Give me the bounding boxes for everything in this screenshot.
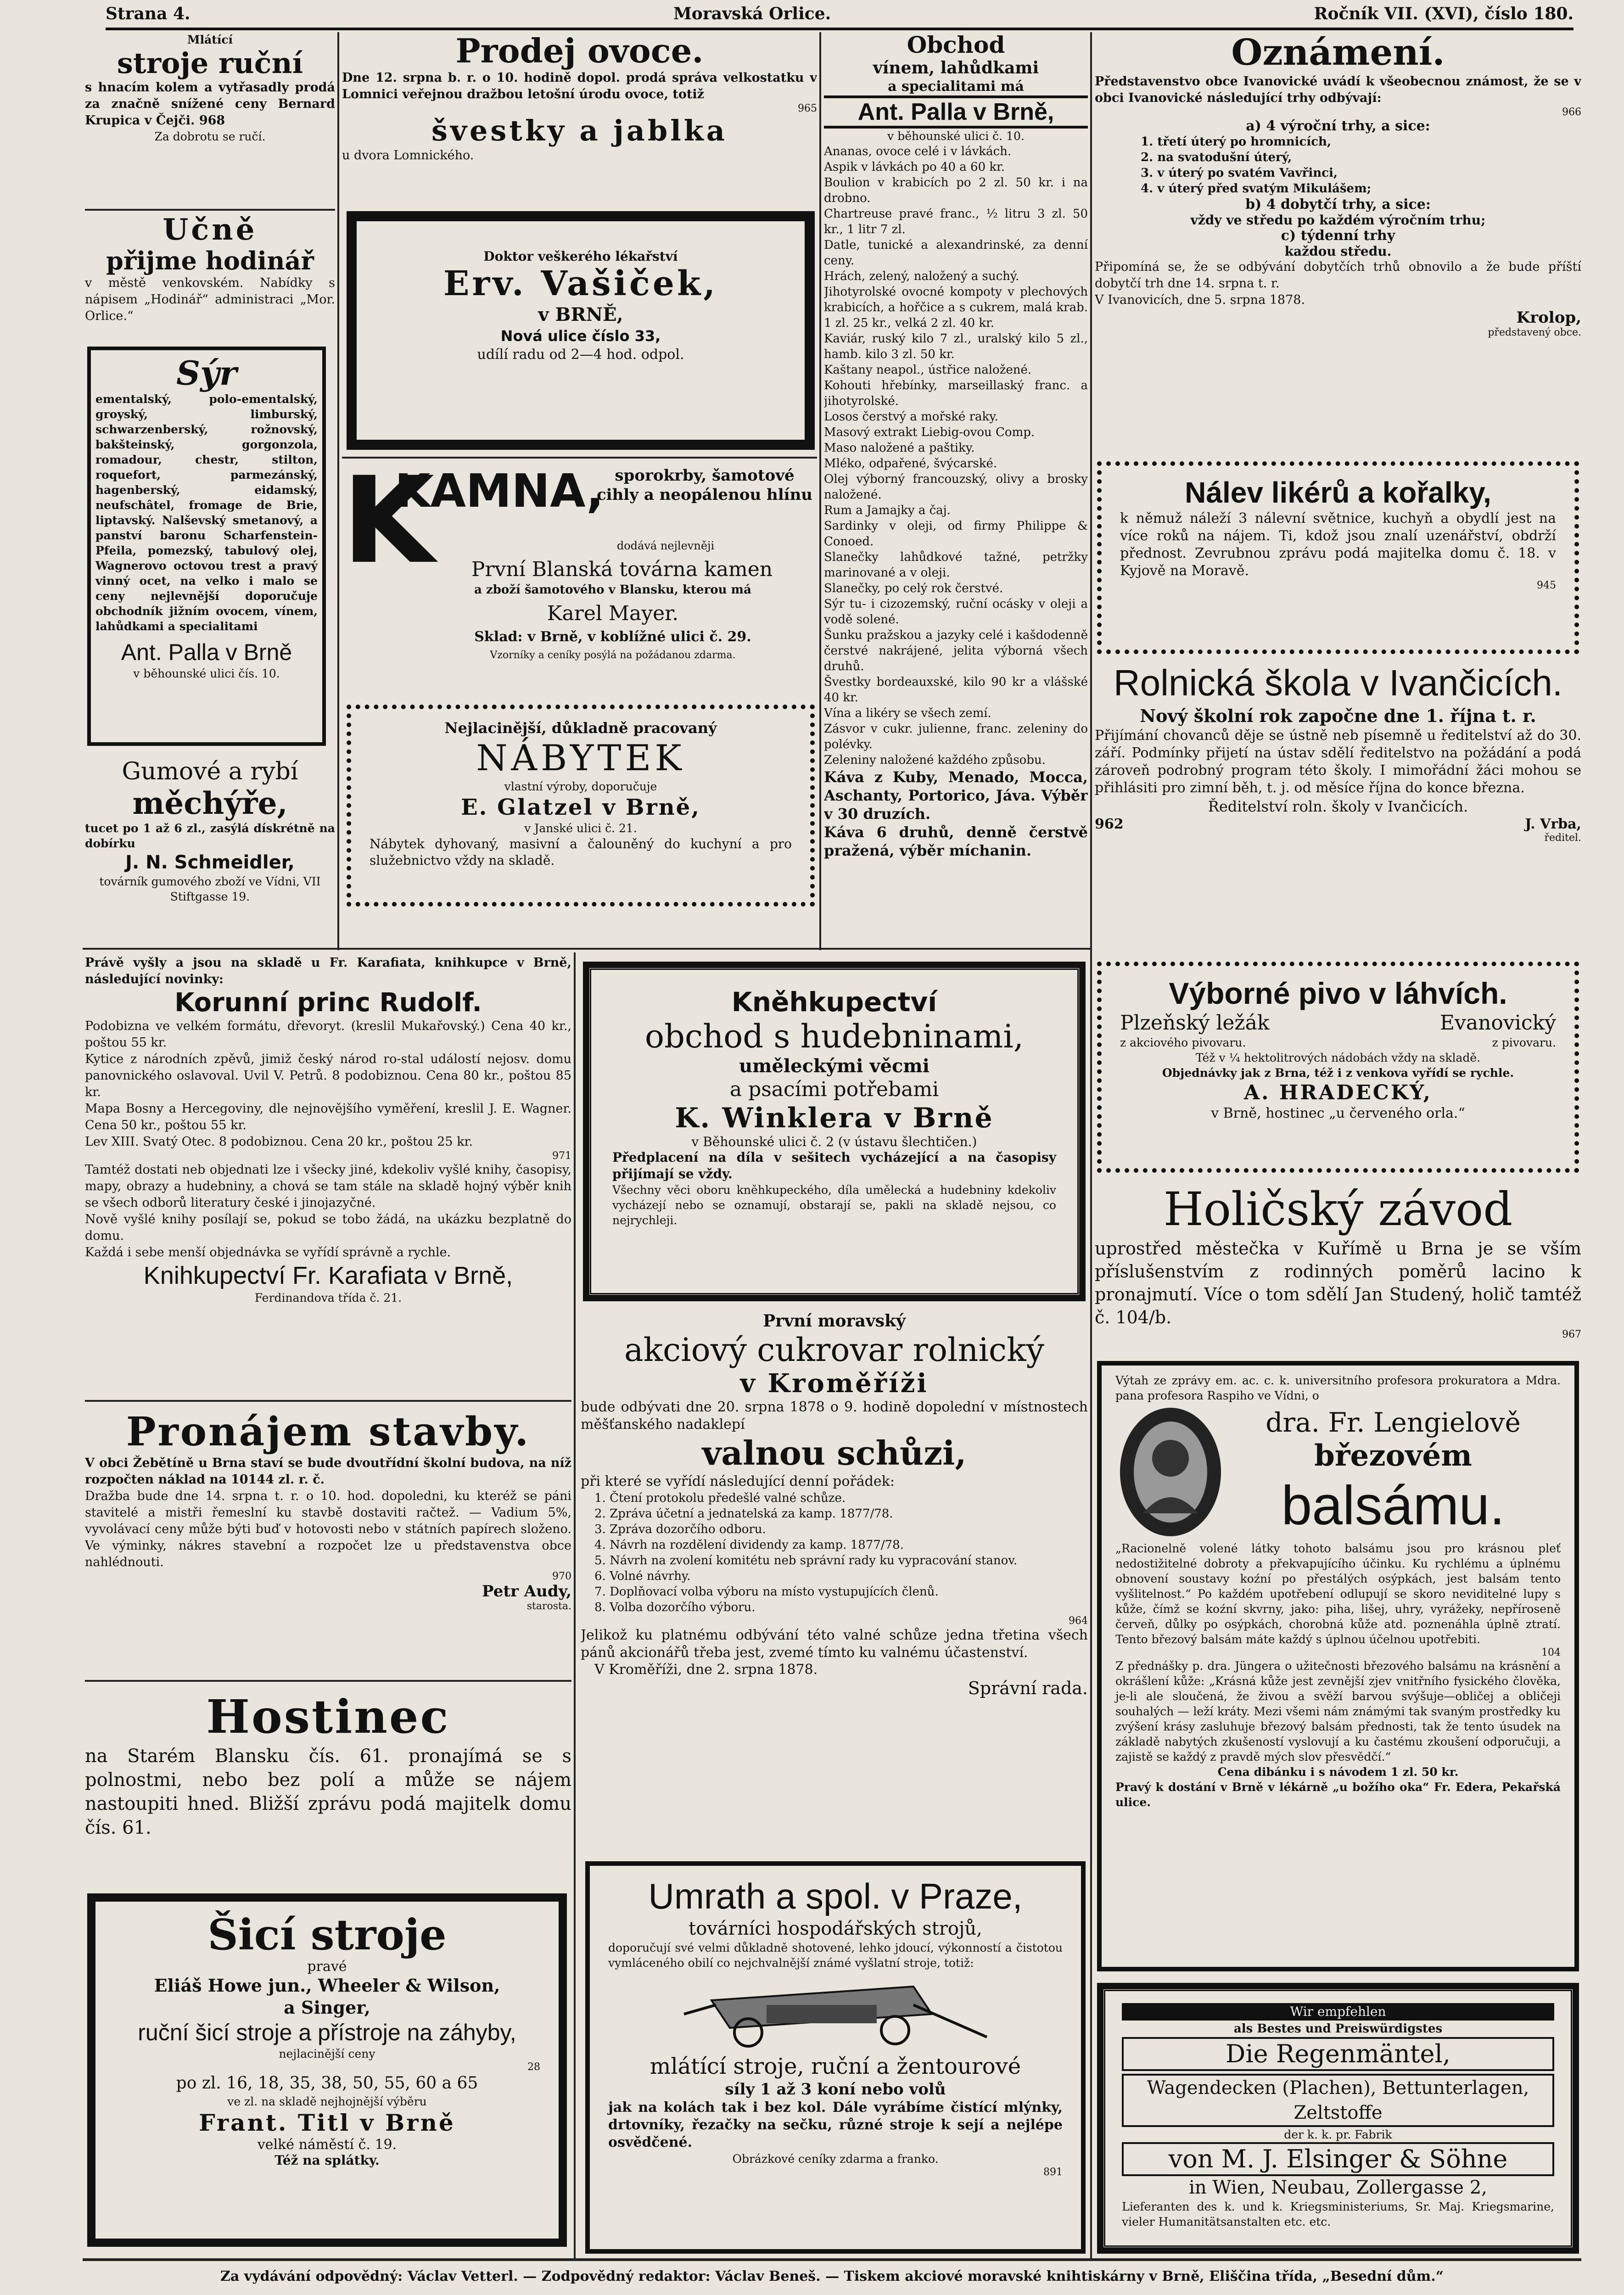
ad-divider bbox=[342, 457, 817, 459]
ad-beer-2-source: z pivovaru. bbox=[1492, 1036, 1556, 1049]
ad-body-2: Dražba bude dne 14. srpna t. r. o 10. hod. dopoledni, ku kteréž se páni stavitelé a mistři řemeslní ku stavbě dostaviti račtež. — Vadium 5%, vyvolávací ceny může býti buď v hotovosti nebo v státních papírech složeno. Ve výminky, nákres stavební a rozpočet lze u představenstva obce nahlédnouti. bbox=[85, 1489, 571, 1569]
ad-item-7: Každá i sebe menší objednávka se vyřídí správně a rychle. bbox=[85, 1245, 451, 1259]
agenda-item: 5. Návrh na zvolení komitétu neb správní rady ku vypracování stanov. bbox=[594, 1554, 1018, 1567]
ad-body: V obci Žebětíně u Brna staví se bude dvoutřídní školní budova, na níž rozpočten náklad na 10144 zl. r. č. bbox=[85, 1456, 571, 1487]
ad-kava: Káva z Kuby, Menado, Mocca, Aschanty, Portorico, Jáva. Výběr v 30 druzích. bbox=[824, 768, 1088, 823]
ad-item-4: Lev XIII. Svatý Otec. 8 podobiznou. Cena 20 kr., poštou 25 kr. bbox=[85, 1135, 473, 1149]
ad-title: Gumové a rybí bbox=[122, 758, 298, 785]
ad-top: Nejlacinější, důkladně pracovaný bbox=[444, 719, 717, 737]
ad-divider bbox=[85, 1400, 571, 1402]
agenda-item: 8. Volba dozorčího výboru. bbox=[594, 1601, 756, 1614]
footer-rule bbox=[83, 2258, 1581, 2261]
ad-title: Obchod bbox=[907, 32, 1005, 58]
ad-body: Představenstvo obce Ivanovické uvádí k všeobecnou známost, že se v obci Ivanovické následující trhy odbývají: bbox=[1095, 74, 1581, 105]
ad-name: Ant. Palla v Brně, bbox=[824, 95, 1088, 129]
goods-list-item: Hrách, zelený, naložený a suchý. bbox=[824, 269, 1019, 283]
ad-title: Výborné pivo v láhvích. bbox=[1169, 976, 1507, 1010]
ad-line-2: akciový cukrovar rolnický bbox=[624, 1331, 1045, 1369]
ad-item-1: Podobizna ve velkém formátu, dřevoryt. (kreslil Mukařovský.) Cena 40 kr., poštou 55 kr. bbox=[85, 1019, 571, 1050]
ad-line-1: První moravský bbox=[763, 1311, 906, 1331]
ad-line: vlastní výroby, doporučuje bbox=[504, 780, 657, 793]
ad-item-6: Nově vyšlé knihy posílají se, pokud se tobo žádá, na ukázku bezplatně do domu. bbox=[85, 1212, 571, 1243]
ad-addr: v Janské ulici č. 21. bbox=[524, 822, 637, 835]
ad-title: Učně bbox=[162, 213, 258, 247]
ad-title-3: a specialitami má bbox=[888, 78, 1024, 95]
ad-line-3: Též v ¼ hektolitrových nádobách vždy na skladě. bbox=[1195, 1051, 1481, 1064]
goods-list-item: Kohouti hřebínky, marseillaský franc. a jihotyrolské. bbox=[824, 379, 1088, 408]
page-header bbox=[106, 0, 1574, 30]
ad-body: tucet po 1 až 6 zl., zasýlá dískrétně na dobírku bbox=[85, 822, 335, 850]
ad-beer-2: Evanovický bbox=[1439, 1011, 1556, 1035]
ad-addr: v běhounské ulici č. 10. bbox=[887, 129, 1025, 143]
ad-title: stroje ruční bbox=[117, 46, 303, 80]
agenda-item: 6. Volné návrhy. bbox=[594, 1569, 691, 1583]
ad-foot: Vzorníky a ceníky posýlá na požádanou zdarma. bbox=[490, 649, 736, 661]
ad-line-2: Wagendecken (Plachen), Bettunterlagen, Zeltstoffe bbox=[1122, 2074, 1554, 2127]
goods-list-item: Rum a Jamajky a čaj. bbox=[824, 504, 951, 517]
ad-line-4: bude odbývati dne 20. srpna 1878 o 9. hodině dopolední v místnostech měšťanského nadaklepí bbox=[581, 1399, 1088, 1433]
ad-intro: Právě vyšly a jsou na skladě u Fr. Karafiata, knihkupce v Brně, následující novinky: bbox=[85, 956, 571, 986]
ad-name: E. Glatzel v Brně, bbox=[461, 795, 700, 820]
ad-line: Doktor veškerého lékařství bbox=[483, 249, 678, 264]
ad-name: J. N. Schmeidler, bbox=[125, 852, 295, 873]
ad-name: Ant. Palla v Brně bbox=[121, 639, 292, 665]
ad-beer-1-source: z akciového pivovaru. bbox=[1120, 1036, 1246, 1049]
ad-body: na Starém Blansku čís. 61. pronajímá se s polnostmi, nebo bez polí a může se nájem nastoupiti hned. Bližší zprávu podá majitelk domu čís. 61. bbox=[85, 1746, 571, 1838]
ad-line-3: a Singer, bbox=[284, 1997, 370, 2018]
ad-mlatici-stroje bbox=[85, 32, 335, 207]
ad-foot: u dvora Lomnického. bbox=[342, 148, 474, 162]
ad-date: V Ivanovicích, dne 5. srpna 1878. bbox=[1095, 293, 1305, 307]
goods-list-item: Slanečky lahůdkové tažné, petržky marinované a v oleji. bbox=[824, 550, 1088, 580]
ad-lekar bbox=[347, 211, 815, 450]
ad-addr: v Běhounské ulici č. 2 (v ústavu šlechtičen.) bbox=[691, 1134, 977, 1149]
ad-body-2: Připomíná se, že se odbývání dobytčích trhů obnovilo a že bude příští dobytčí trh dne 14. srpna t. r. bbox=[1095, 260, 1581, 291]
ad-body: Jelikož ku platnému odbývání této valné schůze jedna třetina všech pánů akcionářů třeba jest, zvemé tímto ku valnému účastenství. bbox=[581, 1627, 1088, 1661]
ad-line-6: Obrázkové ceníky zdarma a franko. bbox=[732, 2152, 939, 2166]
goods-list-item: Vína a likéry se všech zemí. bbox=[824, 706, 991, 720]
ad-item-2: Kytice z národních zpěvů, jimiž český národ ro-stal událostí nejosv. domu panovnického oslavoval. Uvil V. Petrů. 8 podobiznou. Cena 80 kr., poštou 85 kr. bbox=[85, 1052, 571, 1099]
ad-body: Dne 12. srpna b. r. o 10. hodině dopol. prodá správa velkostatku v Lomnici veřejnou dražbou letošní úrodu ovoce, totiž bbox=[342, 71, 817, 101]
ad-title: Rolnická škola v Ivančicích. bbox=[1113, 662, 1563, 703]
ad-prodej-ovoce bbox=[342, 32, 817, 197]
ad-signature: Ředitelství roln. školy v Ivančicích. bbox=[1208, 798, 1468, 815]
ad-line-1: obchod s hudebninami, bbox=[644, 1018, 1024, 1055]
ad-foot: Též na splátky. bbox=[274, 2153, 380, 2168]
ad-line-6: po zl. 16, 18, 35, 38, 50, 55, 60 a 65 bbox=[176, 2074, 478, 2093]
ad-line-3: v Kroměříži bbox=[740, 1368, 929, 1399]
ad-line-3: a psacími potřebami bbox=[729, 1078, 939, 1101]
ad-ref: 28 bbox=[527, 2061, 540, 2073]
threshing-machine-illustration bbox=[608, 1970, 1063, 2053]
ad-line-7: ve zl. na skladě nejhojnější výběru bbox=[227, 2095, 427, 2108]
ad-title-2: vínem, lahůdkami bbox=[873, 58, 1039, 78]
ad-line-3: mlátící stroje, ruční a žentourové bbox=[650, 2054, 1021, 2079]
ad-title: Sýr bbox=[176, 353, 237, 392]
ad-title: Korunní princ Rudolf. bbox=[174, 988, 482, 1018]
ad-signature-role: starosta. bbox=[526, 1601, 571, 1612]
ad-section-b2: vždy ve středu po každém výročním trhu; bbox=[1190, 213, 1486, 228]
ad-line-5: nejlacinější ceny bbox=[279, 2047, 375, 2060]
ad-line: Nový školní rok započne dne 1. října t. r. bbox=[1140, 705, 1536, 726]
ad-foot: Lieferanten des k. und k. Kriegsministeriums, Sr. Maj. Kriegsmarine, vieler Humanitätsanstalten etc. etc. bbox=[1122, 2200, 1554, 2228]
goods-list-item: Ananas, ovoce celé i v lávkách. bbox=[824, 145, 1012, 158]
ad-palla-obchod bbox=[824, 32, 1088, 946]
goods-list-item: Zásvor v cukr. julienne, franc. zeleniny do polévky. bbox=[824, 722, 1088, 751]
ad-section-c: c) týdenní trhy bbox=[1281, 228, 1395, 244]
ad-oznameni bbox=[1095, 32, 1581, 457]
goods-list-item: Masový extrakt Liebig-ovou Comp. bbox=[824, 425, 1035, 439]
ad-addr: v běhounské ulici čís. 10. bbox=[133, 667, 280, 680]
goods-list-item: Jihotyrolské ovocné kompoty v plechových krabicích, a hořčice a s cukrem, malá krab. 1 zl. 25 kr., velká 2 zl. 40 kr. bbox=[824, 285, 1088, 330]
ad-divider bbox=[85, 1680, 571, 1682]
ad-line-2: uměleckými věcmi bbox=[739, 1055, 930, 1077]
ad-name: A. HRADECKÝ, bbox=[1244, 1081, 1432, 1104]
ad-ucne bbox=[85, 213, 335, 342]
goods-list-item: Datle, tunické a alexandrinské, za denní ceny. bbox=[824, 238, 1088, 268]
ad-highlight: švestky a jablka bbox=[431, 114, 728, 147]
ad-line-1: továrníci hospodářských strojů, bbox=[689, 1918, 982, 1939]
ad-signature: Petr Audy, bbox=[482, 1582, 571, 1601]
ad-addr: Nová ulice číslo 33, bbox=[500, 327, 661, 345]
ad-top: Wir empfehlen bbox=[1122, 2003, 1554, 2021]
ad-title: Holičský závod bbox=[1163, 1182, 1513, 1236]
ad-line-4: Předplacení na díla v sešitech vycházející a na časopisy přijímají se vždy. bbox=[612, 1150, 1056, 1181]
ad-line-4: a zboží šamotového v Blansku, kterou má bbox=[474, 583, 751, 597]
goods-list-item: Slanečky, po celý rok čerstvé. bbox=[824, 582, 1003, 595]
ad-ref: 962 bbox=[1095, 816, 1124, 832]
ad-ref: 891 bbox=[1043, 2166, 1063, 2178]
column-rule bbox=[1090, 32, 1092, 2258]
ad-pronajem bbox=[85, 1409, 571, 1675]
ad-title: balsámu. bbox=[1281, 1475, 1505, 1536]
ad-rolnicka-skola bbox=[1095, 661, 1581, 955]
ad-ref: 966 bbox=[1562, 106, 1581, 118]
ad-body: Všechny věci oboru kněhkupeckého, díla umělecká a hudebniny kdekoliv vycházejí nebo se oznamují, obstarají se, pakli na skladě nejsou, co nejrychleji. bbox=[612, 1183, 1056, 1227]
ad-signature: Krolop, bbox=[1516, 308, 1581, 327]
goods-list-item: Boulion v krabicích po 2 zl. 50 kr. i na drobno. bbox=[824, 176, 1088, 205]
ad-title-2: měchýře, bbox=[132, 785, 288, 821]
ad-section-a: a) 4 výroční trhy, a sice: bbox=[1246, 118, 1430, 134]
ad-holic bbox=[1095, 1182, 1581, 1356]
ad-line-4: síly 1 až 3 koní nebo volů bbox=[725, 2080, 946, 2099]
ad-addr: v Brně, hostinec „u červeného orla.“ bbox=[1211, 1105, 1465, 1121]
ad-line-2: Eliáš Howe jun., Wheeler & Wilson, bbox=[154, 1975, 500, 1996]
goods-list-item: Chartreuse pravé franc., ½ litru 3 zl. 50 kr., 1 litr 7 zl. bbox=[824, 207, 1088, 236]
ad-syr bbox=[87, 347, 326, 746]
ad-kava-2: Káva 6 druhů, denně čerstvě pražená, výběr míchanin. bbox=[824, 823, 1088, 859]
ad-addr: velké náměstí č. 19. bbox=[257, 2137, 397, 2153]
ad-ref: 104 bbox=[1541, 1647, 1561, 1658]
ad-ref: 967 bbox=[1562, 1329, 1581, 1340]
ad-line-2: doporučují své velmi důkladně shotovené, lehko jdoucí, výkonností a čistotou vymláceného obilí co nejchvalnější známé vyšlatní stroje, totiž: bbox=[608, 1941, 1063, 1970]
column-rule bbox=[337, 32, 339, 950]
ad-line-4: Objednávky jak z Brna, též i z venkova vyřídí se rychle. bbox=[1162, 1066, 1514, 1080]
ad-signature-role: představený obce. bbox=[1488, 327, 1581, 338]
ad-price: Cena dibánku i s návodem 1 zl. 50 kr. bbox=[1217, 1765, 1459, 1779]
ad-title: Prodej ovoce. bbox=[455, 32, 704, 70]
ad-title: Hostinec bbox=[206, 1690, 450, 1744]
ad-line-1: sporokrby, šamotové cihly a neopálenou hlínu bbox=[596, 466, 813, 504]
ad-director: J. Vrba, bbox=[1525, 816, 1581, 832]
goods-list-item: Sardinky v oleji, od firmy Philippe & Conoed. bbox=[824, 519, 1088, 549]
agenda-item: 7. Doplňovací volba výboru na místo vystupujících členů. bbox=[594, 1585, 939, 1599]
ad-title: Nálev likérů a kořalky, bbox=[1185, 476, 1491, 509]
ad-foot: Za dobrotu se ručí. bbox=[154, 130, 266, 143]
ad-balsam bbox=[1097, 1361, 1579, 1971]
page-footer: Za vydávání odpovědný: Václav Vetterl. — Zodpovědný redaktor: Václav Beneš. — Tiskem akciové moravské knihtiskárny v Brně, Eliščina třída, „Besední dům.“ bbox=[220, 2268, 1444, 2284]
ad-ref: 971 bbox=[552, 1150, 571, 1162]
ad-top-2: als Bestes und Preiswürdigstes bbox=[1233, 2022, 1443, 2036]
agenda-item: 4. Návrh na rozdělení dividendy za kamp. 1877/78. bbox=[594, 1538, 904, 1552]
ad-nalev bbox=[1097, 461, 1579, 654]
goods-list-item: Losos čerstvý a mořské raky. bbox=[824, 410, 998, 424]
agenda-item: 3. Zpráva dozorčího odboru. bbox=[594, 1523, 766, 1536]
ad-line-5: při které se vyřídí následující denní pořádek: bbox=[581, 1473, 895, 1489]
ad-body: Přijímání chovanců děje se ústně neb písemně u ředitelství až do 30. září. Podmínky přijetí na ústav sdělí ředitelstvo na požádání a podá zároveň podrobný program této školy. I mimořádní žáci mohou se přihlásiti pro zimní běh, t. j. od měsíce října do konce března. bbox=[1095, 728, 1581, 796]
ad-date: V Kroměříži, dne 2. srpna 1878. bbox=[594, 1662, 818, 1678]
ad-initial: K bbox=[342, 461, 435, 590]
ad-city: v BRNĚ, bbox=[538, 304, 623, 325]
ad-divider bbox=[85, 209, 335, 211]
ad-pivo bbox=[1097, 962, 1579, 1173]
ad-addr: továrník gumového zboží ve Vídni, VII Stiftgasse 19. bbox=[99, 875, 321, 903]
ad-item-5: Tamtéž dostati neb objednati lze i všecky jiné, kdekoliv vyšlé knihy, časopisy, mapy, obrazy a hudebniny, a chová se tam stále na skladě hojný výběr knih se všech odborů literatury české i jinojazyčné. bbox=[85, 1163, 571, 1210]
market-list bbox=[1095, 134, 1581, 196]
ad-title: Pronájem stavby. bbox=[126, 1409, 531, 1455]
ad-line-5: jak na kolách tak i bez kol. Dále vyrábíme čistící mlýnky, drtovníky, řezačky na sečku, různé stroje k sejí a nejlépe osvědčené. bbox=[608, 2099, 1063, 2150]
column-rule bbox=[819, 32, 821, 950]
ad-title: valnou schůzi, bbox=[702, 1433, 967, 1472]
goods-list-item: Maso naložené a paštiky. bbox=[824, 441, 975, 455]
ad-line-2: březovém bbox=[1314, 1439, 1472, 1473]
ad-line-1: pravé bbox=[307, 1959, 347, 1975]
column-rule bbox=[574, 952, 576, 2258]
agenda-list bbox=[581, 1490, 1088, 1615]
newspaper-title: Moravská Orlice. bbox=[673, 4, 831, 23]
ad-section-c2: každou středu. bbox=[1284, 244, 1392, 259]
ad-karafiat bbox=[85, 955, 571, 1395]
ad-body: uprostřed městečka v Kuřímě u Brna je se vším příslušenstvím z rodinných poměrů lacino k pronajmutí. Více o tom sdělí Jan Studený, holič tamtéž č. 104/b. bbox=[1095, 1238, 1581, 1327]
goods-list-item: Zeleniny naložené každého způsobu. bbox=[824, 753, 1046, 767]
agenda-item: 1. Čtení protokolu předešlé valné schůze. bbox=[594, 1491, 846, 1505]
market-list-item: 3. v úterý po svatém Vavřinci, bbox=[1141, 166, 1338, 180]
page-number: Strana 4. bbox=[106, 4, 190, 23]
ad-body: k němuž náleží 3 nálevní světnice, kuchyň a obydlí jest na více roků na nájem. Ti, kdož jsou znalí uzenářství, obdrží přednost. Zevrubnou zprávu podá majitelka domu č. 18. v Kyjově na Moravě. bbox=[1120, 510, 1556, 579]
ad-title: Kněhkupectví bbox=[731, 986, 937, 1018]
ad-top: Výtah ze zprávy em. ac. c. k. universitního profesora prokuratora a Mdra. pana profesora Raspiho ve Vídni, o bbox=[1115, 1374, 1561, 1402]
ad-addr: in Wien, Neubau, Zollergasse 2, bbox=[1189, 2177, 1487, 2198]
goods-list-item: Mléko, odpařené, švýcarské. bbox=[824, 457, 997, 470]
ad-hostinec bbox=[85, 1689, 571, 1882]
goods-list bbox=[824, 144, 1088, 768]
section-rule bbox=[83, 948, 1090, 950]
ad-line-3: der k. k. pr. Fabrik bbox=[1284, 2128, 1392, 2141]
ad-ref: 970 bbox=[552, 1571, 571, 1582]
ad-line-2: dodává nejlevněji bbox=[616, 539, 715, 552]
ad-body: „Racionelně volené látky tohoto balsámu jsou pro krásnou pleť nedostižitelné dobroty a překvapujícího účinku. Ku rychlému a úplnému obnovení soustavy koźní po přestálých osýpkách, jest balsám tento vyšlitelnost.“ Po každém upotřebení odlupují se skoro neviditelné lupy s kůže, čímž se koźní skvrny, jako: piha, lišej, uhry, vyrážeky, nepříroseně červeň, důlky po osýpkách, chorobná kůže atd. poznenáhla úplně ztratí. Tento březový balsám máte každý s úplnou účelnou upotřebiti. bbox=[1115, 1542, 1561, 1646]
ad-name: von M. J. Elsinger & Söhne bbox=[1122, 2142, 1554, 2176]
ad-line-1: Die Regenmäntel, bbox=[1122, 2037, 1554, 2071]
machine-icon bbox=[675, 1973, 996, 2051]
market-list-item: 2. na svatodušní úterý, bbox=[1141, 151, 1292, 164]
ad-name: Erv. Vašiček, bbox=[443, 264, 718, 303]
ad-mechyre bbox=[85, 757, 335, 946]
portrait-icon bbox=[1115, 1403, 1226, 1541]
ad-kicker: Mlátící bbox=[187, 33, 233, 46]
ad-body: ementalský, polo-ementalský, groyský, limburský, schwarzenberský, rožnovský, bakšteinský, gorgonzola, romadour, chestr, stilton, roquefort, parmezánský, hagenberský, eidamský, neufschâtel, fromage de Brie, liptavský. Nalševský smetanový, a panství baronu Scharfenstein-Pfeila, pomezský, tabulový olej, Wagnerovo octovou trest a pravý vinný ocet, na velko i malo se ceny nejlevnější doporučuje obchodník jižním ovocem, vínem, lahůdkami a specialitami bbox=[95, 392, 318, 633]
ad-umrath bbox=[585, 1861, 1086, 2254]
ad-nabytek bbox=[347, 705, 815, 907]
ad-title: Oznámení. bbox=[1231, 32, 1445, 73]
ad-name: Karel Mayer. bbox=[547, 602, 679, 625]
ad-body-2: Z přednášky p. dra. Jüngera o užitečnosti březového balsámu na krásnění a okrášlení kůže: „Krásná kůže jest zevnější zjev vnitřního fysického člověka, je-li ale sloučená, že živou a svěží barvou svýšuje—obličej a obličeji souhalých — leží kráty. Mezi všemi nám známými tak svaným prostředky ku zvýšení krásy zasluhuje březový balsám přednosti, tak že tento úsudek na základě nabytých zkušeností vyslovují a ku častému zkoušení odporučuji, a zajistě se každý z pravdě mých slov přesvědčí.“ bbox=[1115, 1659, 1561, 1763]
goods-list-item: Olej výborný francouzský, olivy a brosky naložené. bbox=[824, 472, 1088, 502]
ad-title: NÁBYTEK bbox=[476, 738, 685, 779]
ad-ref: 965 bbox=[798, 103, 817, 114]
market-list-item: 1. třetí úterý po hromnicích, bbox=[1141, 135, 1331, 149]
ad-elsinger bbox=[1097, 1983, 1579, 2254]
goods-list-item: Šunku pražskou a jazyky celé i kašdodenně čerstvé nakrájené, jelita výborná všech druhů. bbox=[824, 628, 1088, 673]
ad-section-b: b) 4 dobytčí trhy, a sice: bbox=[1245, 196, 1431, 213]
ad-sklad: Sklad: v Brně, v koblížné ulici č. 29. bbox=[474, 629, 751, 645]
ad-sici-stroje bbox=[87, 1893, 567, 2247]
ad-line-3: První Blanská továrna kamen bbox=[471, 558, 773, 581]
ad-body: v městě venkovském. Nabídky s nápisem „Hodinář“ administraci „Mor. Orlice.“ bbox=[85, 276, 335, 323]
ad-body: s hnacím kolem a vytřasadly prodá za značně snížené ceny Bernard Krupica v Čejči. 968 bbox=[85, 80, 335, 128]
goods-list-item: Kaštany neapol., ústřice naložené. bbox=[824, 363, 1032, 377]
ad-signature: Správní rada. bbox=[968, 1678, 1088, 1698]
ad-title: Šicí stroje bbox=[207, 1910, 447, 1959]
ad-name: Frant. Titl v Brně bbox=[199, 2109, 455, 2136]
agenda-item: 2. Zpráva účetní a jednatelská za kamp. 1877/78. bbox=[594, 1507, 893, 1521]
ad-subtitle: přijme hodinář bbox=[106, 246, 314, 275]
ad-ref: 945 bbox=[1537, 580, 1556, 591]
ad-kamna bbox=[342, 461, 817, 691]
ad-cukrovar bbox=[581, 1310, 1088, 1857]
ad-beer-1: Plzeňský ležák bbox=[1120, 1011, 1270, 1035]
ad-body: Nábytek dyhovaný, masivní a čalouněný do kuchyní a pro služebnictvo vždy na skladě. bbox=[370, 836, 792, 868]
goods-list-item: Sýr tu- i cizozemský, ruční ocásky v oleji a vodě solené. bbox=[824, 597, 1088, 627]
ad-addr: Ferdinandova třída č. 21. bbox=[254, 1291, 402, 1304]
ad-hours: udílí radu od 2—4 hod. odpol. bbox=[477, 347, 684, 363]
ad-name: K. Winklera v Brně bbox=[675, 1102, 994, 1134]
ad-line-1: dra. Fr. Lengielově bbox=[1266, 1407, 1521, 1438]
goods-list-item: Švestky bordeauxské, kilo 90 kr a vlášské 40 kr. bbox=[824, 675, 1088, 705]
ad-winkler bbox=[583, 962, 1086, 1301]
ad-line-4: ruční šicí stroje a přístroje na záhyby, bbox=[138, 2020, 516, 2045]
ad-foot: Pravý k dostání v Brně v lékárně „u božího oka“ Fr. Edera, Pekařská ulice. bbox=[1115, 1780, 1561, 1809]
ad-name: Knihkupectví Fr. Karafiata v Brně, bbox=[143, 1262, 513, 1289]
ad-ref: 964 bbox=[1069, 1615, 1088, 1627]
goods-list-item: Kaviár, ruský kilo 7 zl., uralský kilo 5 zl., hamb. kilo 3 zl. 50 kr. bbox=[824, 332, 1088, 361]
ad-director-role: ředitel. bbox=[1544, 832, 1581, 844]
goods-list-item: Aspik v lávkách po 40 a 60 kr. bbox=[824, 160, 1005, 174]
ad-title: Umrath a spol. v Praze, bbox=[648, 1876, 1023, 1916]
ad-item-3: Mapa Bosny a Hercegoviny, dle nejnovějšího vyměření, kreslil J. E. Wagner. Cena 50 kr., poštou 55 kr. bbox=[85, 1102, 571, 1132]
ad-big: KAMNA, bbox=[395, 464, 604, 518]
portrait-medallion bbox=[1115, 1403, 1226, 1541]
issue-info: Ročník VII. (XVI), číslo 180. bbox=[1314, 4, 1574, 23]
market-list-item: 4. v úterý před svatým Mikulášem; bbox=[1141, 182, 1372, 196]
